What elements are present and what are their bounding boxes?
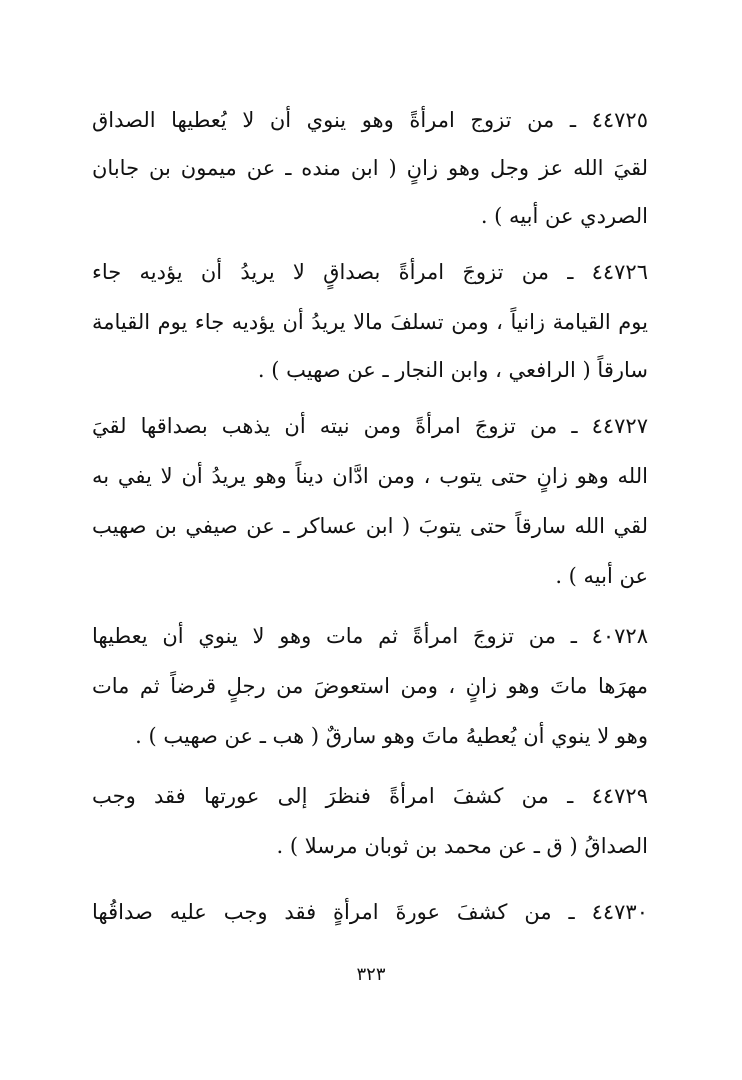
hadith-44725-line-3: الصردي عن أبيه ) . <box>480 204 648 228</box>
hadith-44727-line-4: عن أبيه ) . <box>555 564 648 588</box>
hadith-44730-line-1: ٤٤٧٣٠ ـ من كشفَ عورةَ امرأةٍ فقد وجب عليه صداقُها <box>92 900 648 924</box>
hadith-44726-line-3: سارقاً ( الرافعي ، وابن النجار ـ عن صهيب ) . <box>257 358 648 382</box>
hadith-44727-line-1: ٤٤٧٢٧ ـ من تزوجَ امرأةً ومن نيته أن يذهب بصداقها لقيَ <box>92 414 648 438</box>
hadith-44727-line-2: الله وهو زانٍ حتى يتوب ، ومن ادَّان ديناً وهو يريدُ أن لا يفي به <box>92 464 648 488</box>
page-number: ٣٢٣ <box>356 964 386 985</box>
hadith-40728-line-3: وهو لا ينوي أن يُعطيهُ ماتَ وهو سارقٌ ( هب ـ عن صهيب ) . <box>135 724 648 748</box>
hadith-44729-line-1: ٤٤٧٢٩ ـ من كشفَ امرأةً فنظرَ إلى عورتها فقد وجب <box>92 784 648 808</box>
hadith-40728-line-2: مهرَها ماتَ وهو زانٍ ، ومن استعوضَ من رجلٍ قرضاً ثم مات <box>92 674 648 698</box>
hadith-44726-line-1: ٤٤٧٢٦ ـ من تزوجَ امرأةً بصداقٍ لا يريدُ أن يؤديه جاء <box>92 260 648 284</box>
hadith-44725-line-2: لقيَ الله عز وجل وهو زانٍ ( ابن منده ـ عن ميمون بن جابان <box>92 156 648 180</box>
hadith-44725-line-1: ٤٤٧٢٥ ـ من تزوج امرأةً وهو ينوي أن لا يُعطيها الصداق <box>92 108 648 132</box>
hadith-44729-line-2: الصداقُ ( ق ـ عن محمد بن ثوبان مرسلا ) . <box>276 834 648 858</box>
hadith-44727-line-3: لقي الله سارقاً حتى يتوبَ ( ابن عساكر ـ عن صيفي بن صهيب <box>92 514 648 538</box>
hadith-40728-line-1: ٤٠٧٢٨ ـ من تزوجَ امرأةً ثم مات وهو لا ينوي أن يعطيها <box>92 624 648 648</box>
hadith-44726-line-2: يوم القيامة زانياً ، ومن تسلفَ مالا يريدُ أن يؤديه جاء يوم القيامة <box>92 310 648 334</box>
